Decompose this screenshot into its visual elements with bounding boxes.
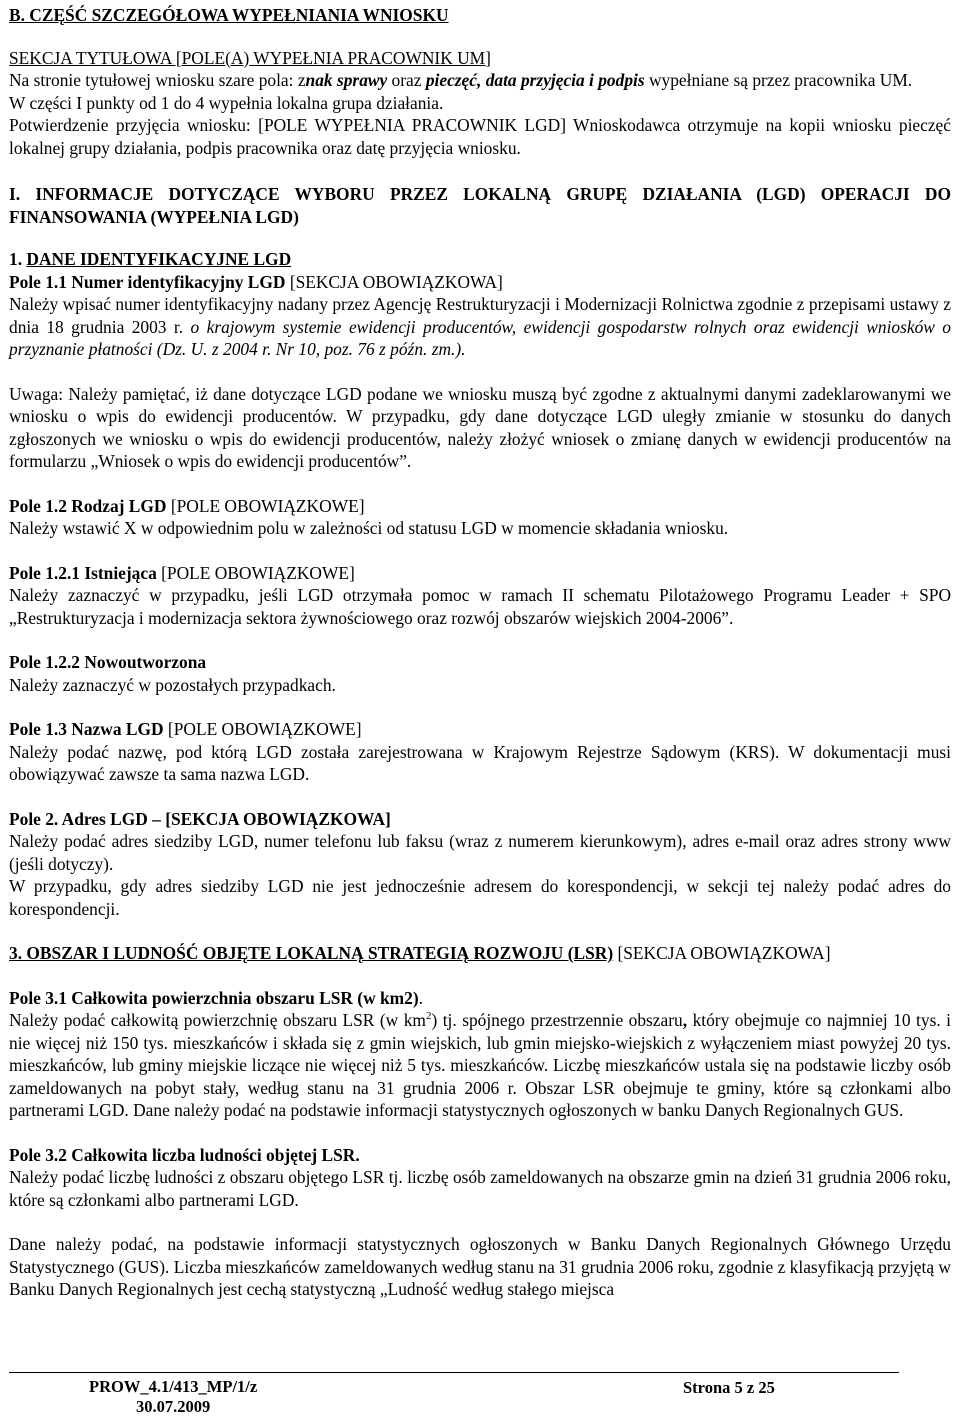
uwaga-note: Uwaga: Należy pamiętać, iż dane dotyczące LGD podane we wniosku muszą być zgodne z aktualnymi danymi zadeklarowanymi we wniosku o wpis do ewidencji producentów. W przypadku, gdy dane dotyczące LGD uległy zmianie w stosunku do danych zgłoszonych we wniosku o wpis do ewidencji producentów, należy złożyć wniosek o zmianę danych w ewidencji producentów na formularzu „Wniosek o wpis do ewidencji producentów”. [9, 383, 951, 471]
title-section-line2: W części I punkty od 1 do 4 wypełnia lokalna grupa działania. [9, 92, 444, 113]
title-section-heading: SEKCJA TYTUŁOWA [POLE(A) WYPEŁNIA PRACOWNIK UM] [9, 47, 491, 68]
subsection-1-heading: 1. DANE IDENTYFIKACYJNE LGD [9, 249, 292, 269]
pole-3-2-label: Pole 3.2 Całkowita liczba ludności objętej LSR. [9, 1144, 360, 1165]
pole-1-2-2-label: Pole 1.2.2 Nowoutworzona [9, 652, 207, 672]
pole-1-1-text: Należy wpisać numer identyfikacyjny nadany przez Agencję Restrukturyzacji i Modernizacji Rolnictwa zgodnie z przepisami ustawy z dnia 18 grudnia 2003 r. o krajowym systemie ewidencji producentów, ewidencji gospodarstw rolnych oraz ewidencji wniosków o przyznanie płatności (Dz. U. z 2004 r. Nr 10, poz. 76 z późn. zm.). [9, 294, 952, 359]
pole-3-1-label: Pole 3.1 Całkowita powierzchnia obszaru LSR (w km2). [9, 987, 423, 1008]
pole-3-1-text: Należy podać całkowitą powierzchnię obszaru LSR (w $km^2$) tj. spójnego przestrzennie obszaru, który obejmuje co najmniej 10 tys. i nie więcej niż 150 tys. mieszkańców i składa się z gmin wiejskich, lub gmin miejsko-wiejskich z wyłączeniem miast powyżej 20 tys. mieszkańców, lub gminy miejskie liczące nie więcej niż 5 tys. mieszkańców. Liczbę mieszkańców ustala się na podstawie liczby osób zameldowanych na pobyt stały, według stanu na 31 grudnia 2006 r. Obszar LSR obejmuje te gminy, które są członkami albo partnerami LGD. Dane należy podać na podstawie informacji statystycznych ogłoszonych w banku Danych Regionalnych GUS. [9, 1010, 951, 1120]
footer-doc-info [89, 1377, 257, 1417]
footer-doc-code: PROW_4.1/413_MP/1/z [89, 1377, 258, 1396]
pole-1-2-1-text: Należy zaznaczyć w przypadku, jeśli LGD otrzymała pomoc w ramach II schematu Pilotażowego Programu Leader + SPO „Restrukturyzacja i modernizacja sektora żywnościowego oraz rozwój obszarów wiejskich 2004-2006”. [9, 585, 951, 628]
pole-2-text1: Należy podać adres siedziby LGD, numer telefonu lub faksu (wraz z numerem kierunkowym), adres e-mail oraz adres strony www (jeśli dotyczy). [9, 831, 951, 874]
pole-1-2-1-label: Pole 1.2.1 Istniejąca [POLE OBOWIĄZKOWE] [9, 562, 355, 583]
title-section-line1: Na stronie tytułowej wniosku szare pola: znak sprawy oraz pieczęć, data przyjęcia i podpis wypełniane są przez pracownika UM. [9, 70, 913, 90]
pole-1-1-label: Pole 1.1 Numer identyfikacyjny LGD [SEKCJA OBOWIĄZKOWA] [9, 271, 503, 292]
footer-date: 30.07.2009 [135, 1397, 211, 1416]
pole-2-label: Pole 2. Adres LGD – [SEKCJA OBOWIĄZKOWA] [9, 808, 391, 829]
pole-1-2-text: Należy wstawić X w odpowiednim polu w zależności od statusu LGD w momencie składania wniosku. [9, 518, 729, 538]
pole-1-3-text: Należy podać nazwę, pod którą LGD została zarejestrowana w Krajowym Rejestrze Sądowym (KRS). W dokumentacji musi obowiązywać zawsze ta sama nazwa LGD. [9, 741, 951, 784]
pole-1-2-label: Pole 1.2 Rodzaj LGD [POLE OBOWIĄZKOWE] [9, 495, 365, 516]
title-section-line3: Potwierdzenie przyjęcia wniosku: [POLE WYPEŁNIA PRACOWNIK LGD] Wnioskodawca otrzymuje na kopii wniosku pieczęć lokalnej grupy działania, podpis pracownika oraz datę przyjęcia wniosku. [9, 115, 951, 158]
subsection-3-heading: 3. OBSZAR I LUDNOŚĆ OBJĘTE LOKALNĄ STRATEGIĄ ROZWOJU (LSR) [SEKCJA OBOWIĄZKOWA] [9, 943, 831, 963]
pole-3-2-text: Należy podać liczbę ludności z obszaru objętego LSR tj. liczbę osób zameldowanych na obszarze gmin na dzień 31 grudnia 2006 roku, które są członkami albo partnerami LGD. [9, 1167, 951, 1210]
document-page [9, 0, 951, 1301]
page-footer [9, 1372, 951, 1416]
pole-1-2-2-text: Należy zaznaczyć w pozostałych przypadkach. [9, 674, 336, 695]
part-title: B. CZĘŚĆ SZCZEGÓŁOWA WYPEŁNIANIA WNIOSKU [9, 5, 449, 25]
pole-2-text2: W przypadku, gdy adres siedziby LGD nie jest jednocześnie adresem do korespondencji, w sekcji tej należy podać adres do korespondencji. [9, 876, 951, 919]
footer-divider [9, 1372, 899, 1373]
pole-3-2-text2: Dane należy podać, na podstawie informacji statystycznych ogłoszonych w Banku Danych Regionalnych Głównego Urzędu Statystycznego (GUS). Liczba mieszkańców zameldowanych według stanu na 31 grudnia 2006 roku, zgodnie z klasyfikacją przyjętą w Banku Danych Regionalnych jest cechą statystyczną „Ludność według stałego miejsca [9, 1234, 951, 1299]
footer-page-number: Strona 5 z 25 [683, 1378, 775, 1397]
pole-1-3-label: Pole 1.3 Nazwa LGD [POLE OBOWIĄZKOWE] [9, 719, 362, 739]
section-i-heading: I. INFORMACJE DOTYCZĄCE WYBORU PRZEZ LOKALNĄ GRUPĘ DZIAŁANIA (LGD) OPERACJI DO FINANSOWANIA (WYPEŁNIA LGD) [9, 184, 951, 227]
